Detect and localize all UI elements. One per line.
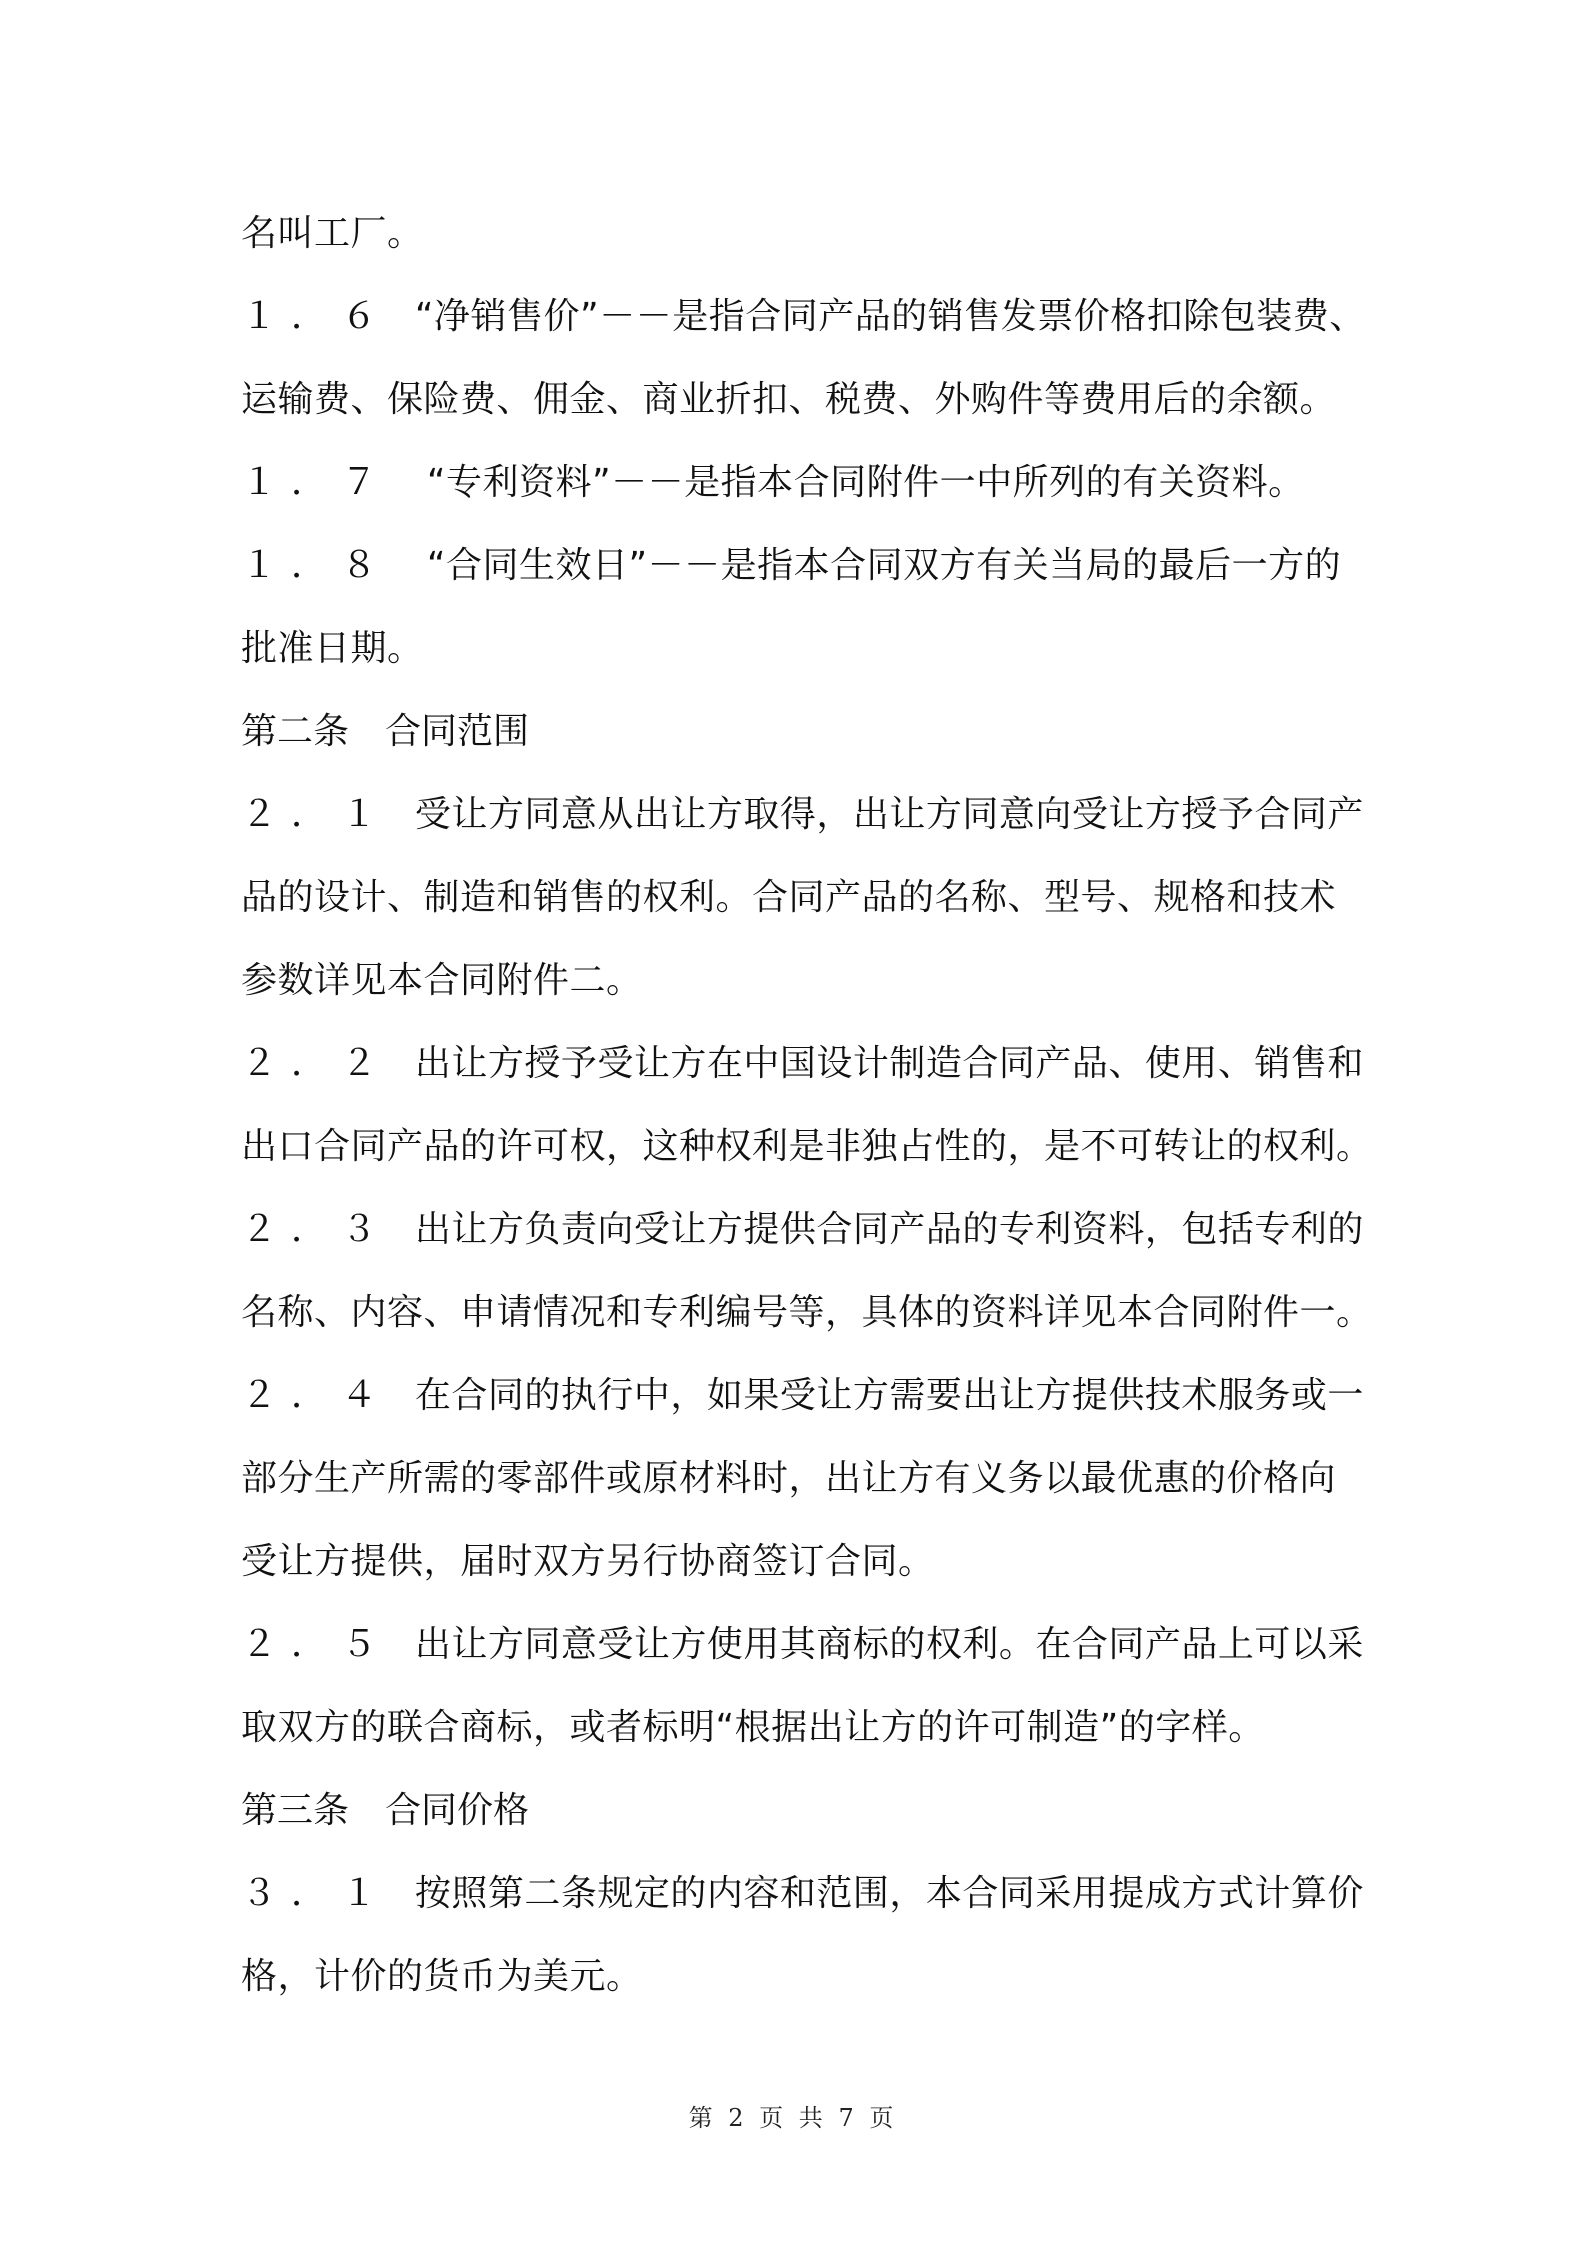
section-heading	[241, 1769, 1361, 1852]
line-text: 出让方同意受让方使用其商标的权利。在合同产品上可以采	[414, 1624, 1364, 1665]
clause-number: １．６	[241, 296, 392, 337]
clause-number: ２．４	[241, 1375, 392, 1416]
line-text: 在合同的执行中，如果受让方需要出让方提供技术服务或一	[414, 1375, 1364, 1416]
clause-number: ２．５	[241, 1624, 392, 1665]
text-line	[241, 1520, 1361, 1603]
clause-number: ３．１	[241, 1873, 392, 1914]
line-text: 名称、内容、申请情况和专利编号等，具体的资料详见本合同附件一。	[241, 1292, 1373, 1333]
clause-number: ２．３	[241, 1209, 392, 1250]
text-line	[241, 1022, 1364, 1105]
line-text: 受让方同意从出让方取得，出让方同意向受让方授予合同产	[414, 794, 1364, 835]
clause-number: ２．１	[241, 794, 392, 835]
line-text: 运输费、保险费、佣金、商业折扣、税费、外购件等费用后的余额。	[241, 379, 1337, 420]
page-footer: 第 2 页 共 7 页	[688, 2104, 898, 2132]
line-text: “净销售价”－－是指合同产品的销售发票价格扣除包装费、	[414, 296, 1366, 337]
text-line	[241, 1603, 1364, 1686]
line-text: 出让方授予受让方在中国设计制造合同产品、使用、销售和	[414, 1043, 1364, 1084]
text-line	[241, 1188, 1364, 1271]
line-text: 出口合同产品的许可权，这种权利是非独占性的，是不可转让的权利。	[241, 1126, 1373, 1167]
text-line	[241, 1271, 1373, 1354]
line-text: 品的设计、制造和销售的权利。合同产品的名称、型号、规格和技术	[241, 877, 1337, 918]
text-line	[241, 607, 1361, 690]
text-line	[241, 441, 1361, 524]
heading-text: 第三条 合同价格	[241, 1790, 530, 1831]
text-line	[241, 275, 1366, 358]
line-text: 格，计价的货币为美元。	[241, 1956, 643, 1997]
text-line	[241, 856, 1361, 939]
line-text: 出让方负责向受让方提供合同产品的专利资料，包括专利的	[414, 1209, 1364, 1250]
section-heading	[241, 690, 1361, 773]
text-line	[241, 1686, 1361, 1769]
line-text: 按照第二条规定的内容和范围，本合同采用提成方式计算价	[414, 1873, 1364, 1914]
clause-number: １．７	[241, 462, 392, 503]
text-line	[241, 192, 1361, 275]
text-line	[241, 1354, 1364, 1437]
line-text: “合同生效日”－－是指本合同双方有关当局的最后一方的	[426, 545, 1342, 586]
line-text: 批准日期。	[241, 628, 424, 669]
text-line	[241, 1852, 1364, 1935]
text-line	[241, 524, 1361, 607]
line-text: 名叫工厂。	[241, 213, 424, 254]
line-text: 部分生产所需的零部件或原材料时，出让方有义务以最优惠的价格向	[241, 1458, 1337, 1499]
text-line	[241, 773, 1364, 856]
line-text: 参数详见本合同附件二。	[241, 960, 643, 1001]
text-line	[241, 1105, 1373, 1188]
text-line	[241, 1935, 1361, 2018]
heading-text: 第二条 合同范围	[241, 711, 530, 752]
text-line	[241, 1437, 1361, 1520]
text-line	[241, 358, 1361, 441]
text-line	[241, 939, 1361, 1022]
line-text: “专利资料”－－是指本合同附件一中所列的有关资料。	[426, 462, 1305, 503]
line-text: 受让方提供，届时双方另行协商签订合同。	[241, 1541, 935, 1582]
clause-number: １．８	[241, 545, 392, 586]
line-text: 取双方的联合商标，或者标明“根据出让方的许可制造”的字样。	[241, 1707, 1265, 1748]
clause-number: ２．２	[241, 1043, 392, 1084]
document-body	[241, 192, 1373, 2018]
